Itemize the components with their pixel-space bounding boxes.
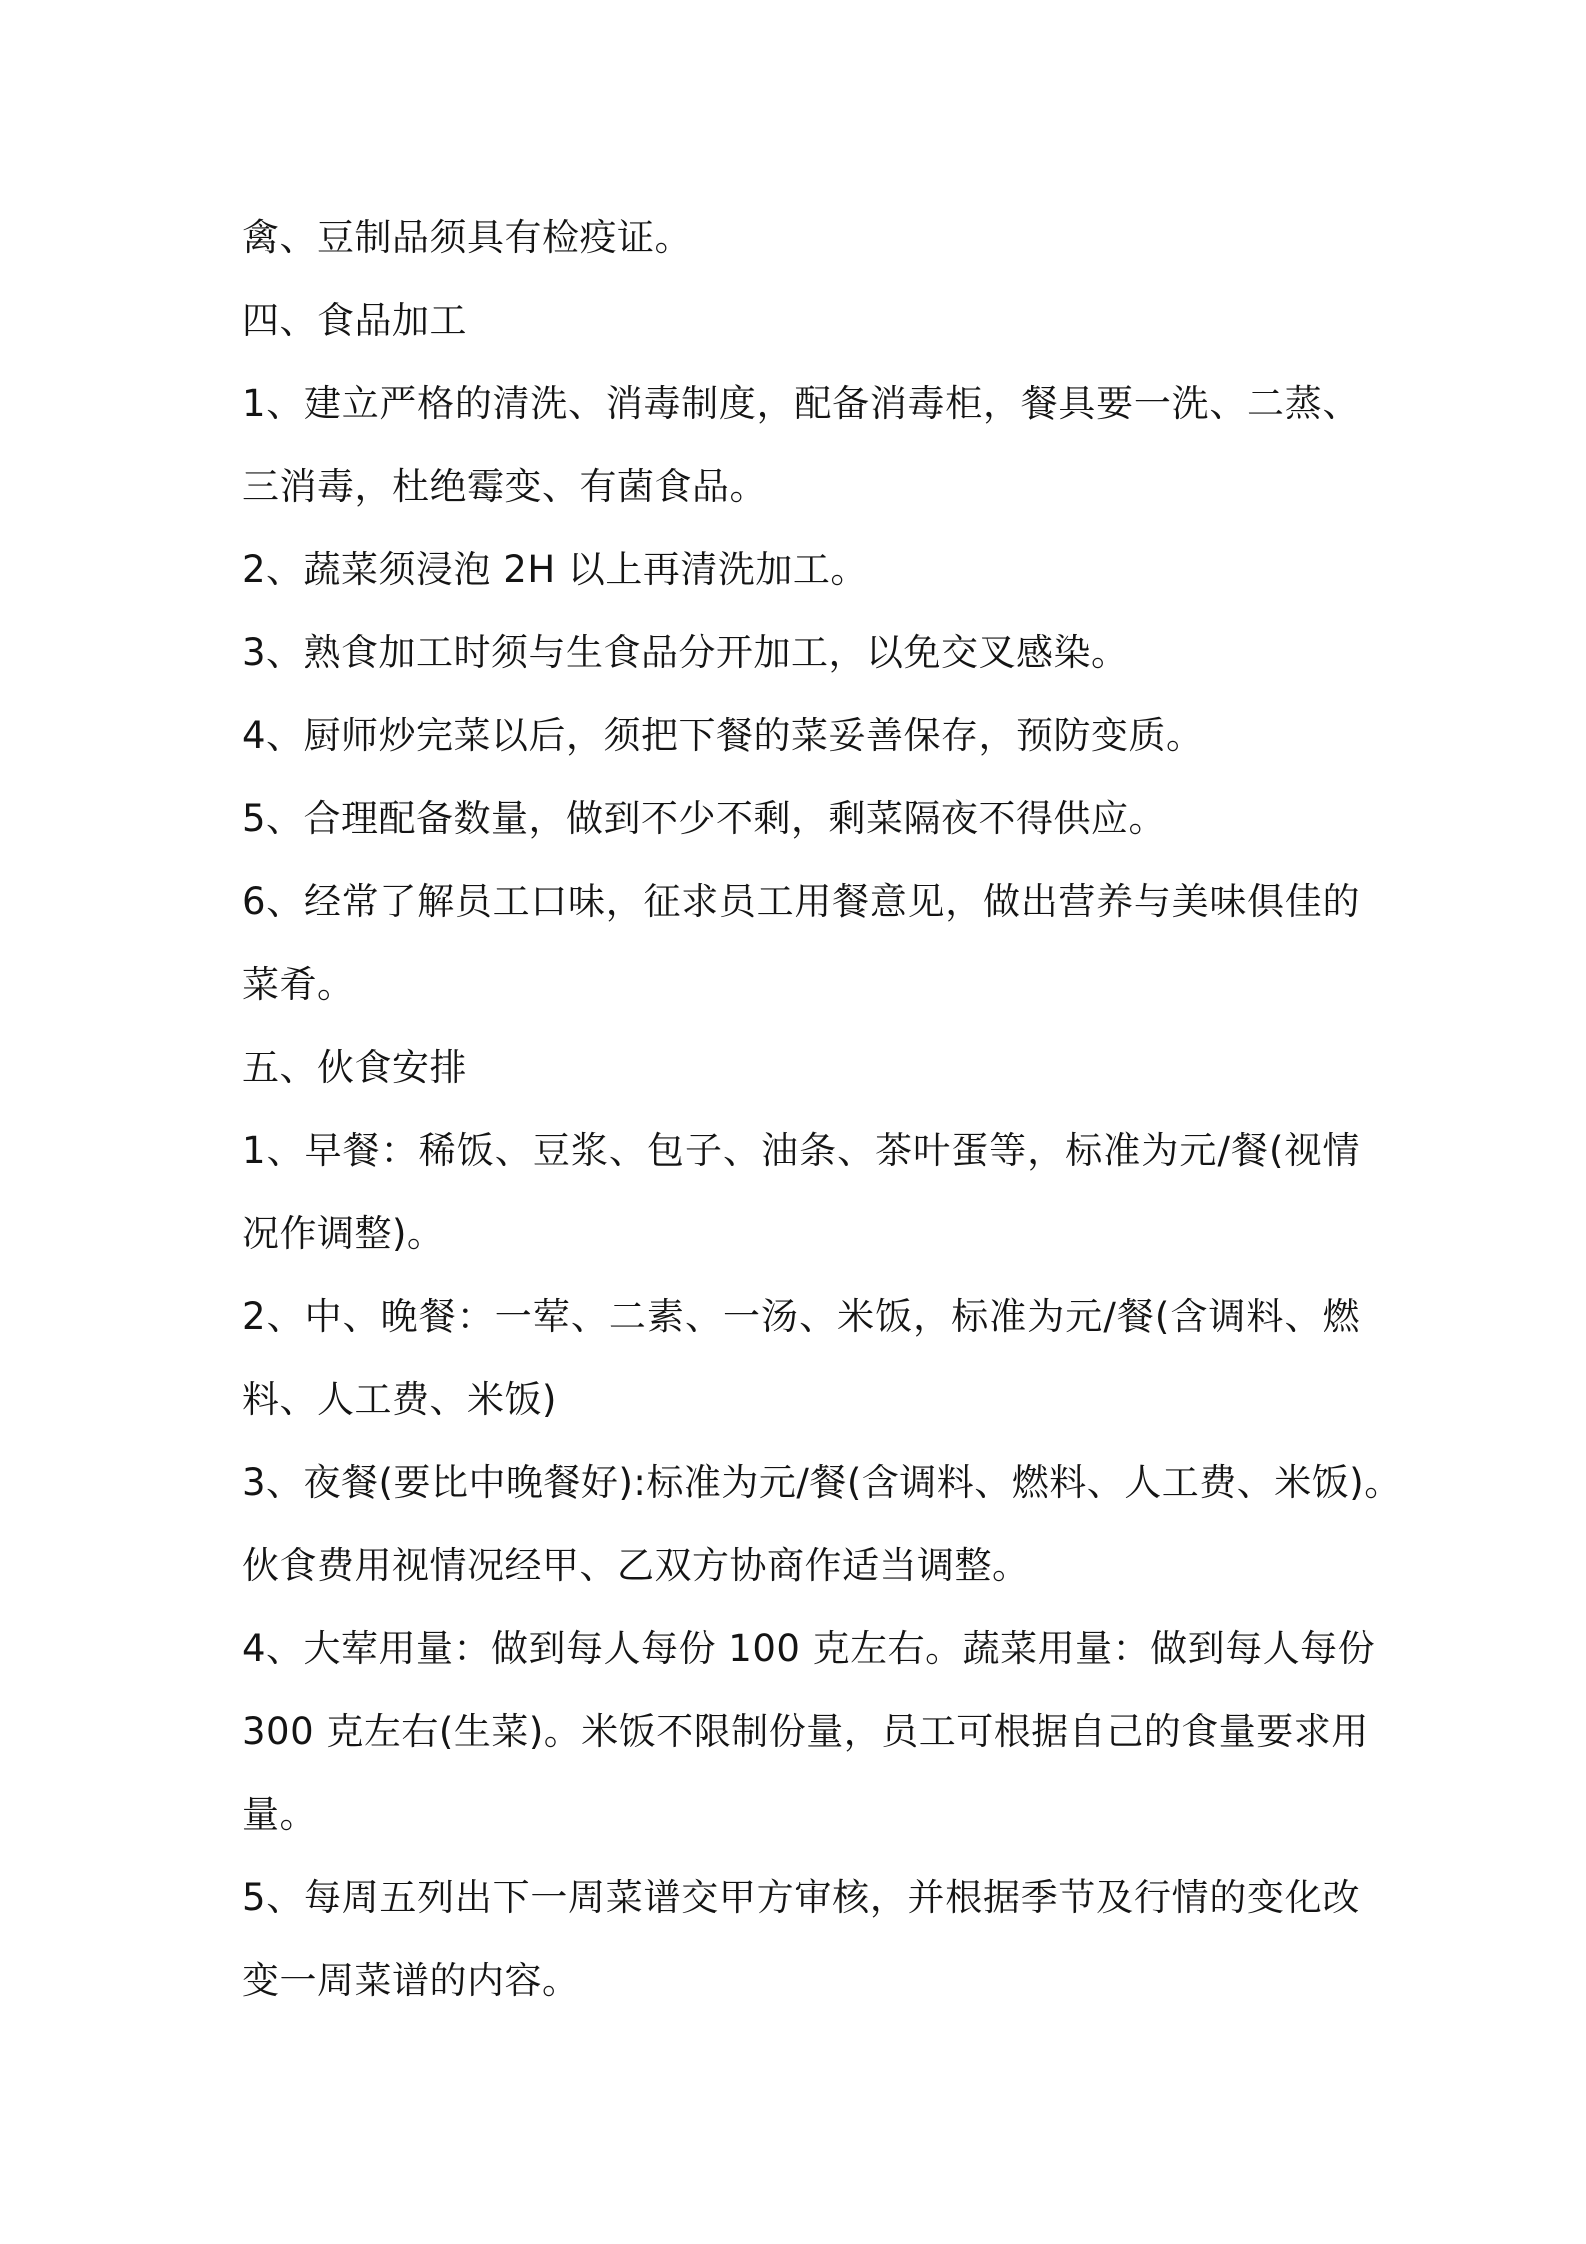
text-line: 三消毒，杜绝霉变、有菌食品。 bbox=[242, 465, 767, 508]
text-line: 3、熟食加工时须与生食品分开加工，以免交叉感染。 bbox=[242, 631, 1129, 674]
text-line: 300 克左右(生菜)。米饭不限制份量，员工可根据自己的食量要求用 bbox=[242, 1710, 1369, 1753]
text-line: 3、夜餐(要比中晚餐好):标准为元/餐(含调料、燃料、人工费、米饭)。 bbox=[242, 1461, 1402, 1504]
section-heading: 四、食品加工 bbox=[242, 299, 467, 342]
text-line: 6、经常了解员工口味，征求员工用餐意见，做出营养与美味俱佳的 bbox=[242, 880, 1360, 923]
text-line: 菜肴。 bbox=[242, 963, 355, 1006]
text-line: 2、蔬菜须浸泡 2H 以上再清洗加工。 bbox=[242, 548, 868, 591]
text-line: 1、早餐：稀饭、豆浆、包子、油条、茶叶蛋等，标准为元/餐(视情 bbox=[242, 1129, 1360, 1172]
text-line: 变一周菜谱的内容。 bbox=[242, 1959, 580, 2002]
text-line: 禽、豆制品须具有检疫证。 bbox=[242, 216, 692, 259]
text-line: 伙食费用视情况经甲、乙双方协商作适当调整。 bbox=[242, 1544, 1030, 1587]
text-line: 1、建立严格的清洗、消毒制度，配备消毒柜，餐具要一洗、二蒸、 bbox=[242, 382, 1360, 425]
text-line: 2、中、晚餐：一荤、二素、一汤、米饭，标准为元/餐(含调料、燃 bbox=[242, 1295, 1360, 1338]
text-line: 5、每周五列出下一周菜谱交甲方审核，并根据季节及行情的变化改 bbox=[242, 1876, 1360, 1919]
text-line: 5、合理配备数量，做到不少不剩，剩菜隔夜不得供应。 bbox=[242, 797, 1167, 840]
text-line: 况作调整)。 bbox=[242, 1212, 445, 1255]
text-line: 4、厨师炒完菜以后，须把下餐的菜妥善保存，预防变质。 bbox=[242, 714, 1204, 757]
section-heading: 五、伙食安排 bbox=[242, 1046, 467, 1089]
text-line: 4、大荤用量：做到每人每份 100 克左右。蔬菜用量：做到每人每份 bbox=[242, 1627, 1376, 1670]
text-line: 料、人工费、米饭) bbox=[242, 1378, 557, 1421]
document-body bbox=[242, 196, 1402, 2022]
text-line: 量。 bbox=[242, 1793, 317, 1836]
